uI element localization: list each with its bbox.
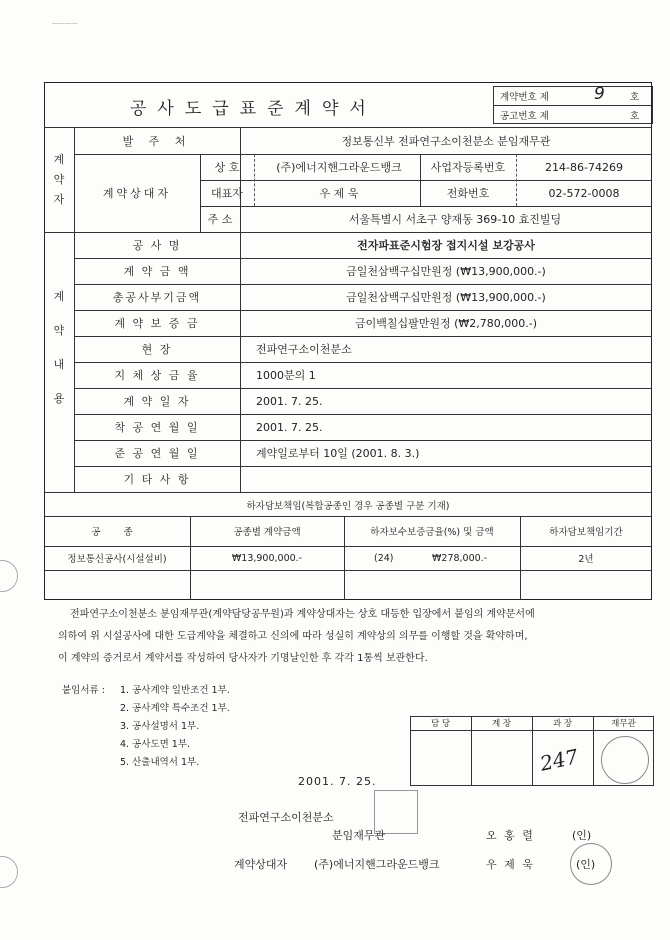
attachment-item: 3. 공사설명서 1부. <box>120 721 200 732</box>
contractor-signatory-company: (주)에너지핸그라운드뱅크 <box>314 858 440 871</box>
address-label: 주 소 <box>207 213 233 226</box>
representative-value: 우 제 욱 <box>319 187 359 200</box>
contents-section-label: 계 약 내 용 <box>53 290 65 405</box>
approval-header-chief: 계 장 <box>491 719 512 729</box>
body-line-3: 이 계약의 증거로서 계약서를 작성하여 당사자가 기명날인한 후 각각 1통씩 보관한다. <box>58 653 428 664</box>
contract-number-label: 계약번호 제 <box>500 91 549 103</box>
warranty-row-type: 정보통신공사(시설설비) <box>67 554 167 565</box>
representative-label: 대표자 <box>211 187 243 200</box>
phone-label: 전화번호 <box>446 187 490 200</box>
company-label: 상 호 <box>214 161 240 174</box>
contract-body-text <box>58 604 654 670</box>
contents-label: 기 타 사 항 <box>123 473 191 486</box>
warranty-row-period: 2년 <box>578 554 594 565</box>
body-line-1: 전파연구소이천분소 분임재무관(계약담당공무원)과 계약상대자는 상호 대등한 입장에서 붙임의 계약문서에 <box>70 609 535 620</box>
warranty-header-rate: 하자보수보증금율(%) 및 금액 <box>370 527 494 538</box>
margin-seal-stamp <box>0 856 18 888</box>
contents-value: 2001. 7. 25. <box>256 394 323 408</box>
bizno-label: 사업자등록번호 <box>430 161 506 174</box>
contents-label: 착 공 연 월 일 <box>114 421 200 434</box>
warranty-header-period: 하자담보책임기간 <box>549 527 623 538</box>
contents-label: 준 공 연 월 일 <box>114 447 200 460</box>
agency-name: 전파연구소이천분소 <box>238 811 334 824</box>
contractor-seal-mark: (인) <box>576 858 596 871</box>
contents-value: 전파연구소이천분소 <box>256 343 352 356</box>
officer-seal-stamp <box>601 736 649 784</box>
approval-header-staff: 담 당 <box>430 719 451 729</box>
attachment-item: 1. 공사계약 일반조건 1부. <box>120 685 230 696</box>
contents-label: 계 약 보 증 금 <box>114 317 200 330</box>
contents-value <box>256 466 652 492</box>
contents-label: 총공사부기금액 <box>112 291 202 304</box>
approval-header-officer: 재무관 <box>611 719 636 729</box>
contents-label: 현 장 <box>141 343 173 356</box>
contractor-label: 계약상대자 <box>102 187 172 200</box>
contents-value: 전자파표준시험장 접지시설 보강공사 <box>357 239 535 252</box>
officer-name: 오 홍 렬 <box>486 829 535 842</box>
warranty-caption: 하자담보책임(복합공종인 경우 공종별 구분 기재) <box>246 501 450 512</box>
notice-number-label: 공고번호 제 <box>500 110 549 122</box>
address-value: 서울특별시 서초구 양재동 369-10 효진빌딩 <box>348 213 562 226</box>
contract-number-unit: 호 <box>630 91 640 103</box>
approval-header-manager: 과 장 <box>552 719 573 729</box>
body-line-2: 의하여 위 시설공사에 대한 도급계약을 체결하고 신의에 따라 성실히 계약상의 의무를 이행할 것을 확약하며, <box>58 631 528 642</box>
attachments-label: 붙임서류 : <box>62 685 105 696</box>
contents-label: 계 약 금 액 <box>123 265 191 278</box>
contents-value: 금일천삼백구십만원정 (₩13,900,000.-) <box>346 265 546 278</box>
contractor-signatory-name: 우 제 욱 <box>486 858 535 871</box>
attachment-item: 2. 공사계약 특수조건 1부. <box>120 703 230 714</box>
bizno-value: 214-86-74269 <box>545 160 623 174</box>
warranty-header-amount: 공종별 계약금액 <box>233 527 301 538</box>
warranty-row-amount: ₩13,900,000.- <box>231 552 303 564</box>
officer-title: 분임재무관 <box>332 829 386 842</box>
contents-label: 지 체 상 금 율 <box>114 369 200 382</box>
contents-label: 계 약 일 자 <box>123 395 191 408</box>
attachments-list <box>120 682 230 772</box>
warranty-row-rate-amount: ₩278,000.- <box>432 552 488 564</box>
page-header-mark: ＿＿＿＿ <box>52 18 79 25</box>
contents-value: 계약일로부터 10일 (2001. 8. 3.) <box>256 447 420 460</box>
notice-number-unit: 호 <box>630 110 640 122</box>
warranty-row-rate: (24) <box>374 552 394 564</box>
margin-seal-stamp <box>0 560 18 592</box>
contract-date: 2001. 7. 25. <box>298 774 377 788</box>
contents-label: 공 사 명 <box>132 239 182 252</box>
contents-value: 1000분의 1 <box>256 369 316 382</box>
orderer-label: 발 주 처 <box>122 134 192 148</box>
officer-seal-mark: (인) <box>572 829 592 842</box>
phone-value: 02-572-0008 <box>548 186 620 200</box>
party-section-label: 계 약 자 <box>53 153 65 206</box>
orderer-value: 정보통신부 전파연구소이천분소 분임재무관 <box>341 134 551 148</box>
contract-number-value: 9 <box>594 83 605 104</box>
attachment-item: 4. 공사도면 1부. <box>120 739 191 750</box>
contents-value: 2001. 7. 25. <box>256 420 323 434</box>
contents-value: 금일천삼백구십만원정 (₩13,900,000.-) <box>346 291 546 304</box>
contractor-seal-stamp <box>570 843 612 885</box>
contractor-signatory-label: 계약상대자 <box>234 858 288 871</box>
contents-value: 금이백칠십팔만원정 (₩2,780,000.-) <box>354 317 538 330</box>
attachment-item: 5. 산출내역서 1부. <box>120 757 200 768</box>
document-title: 공사도급표준계약서 <box>130 98 377 119</box>
manager-signature: 247 <box>537 744 581 776</box>
company-value: (주)에너지핸그라운드뱅크 <box>276 161 402 174</box>
warranty-header-type: 공 종 <box>91 527 143 538</box>
